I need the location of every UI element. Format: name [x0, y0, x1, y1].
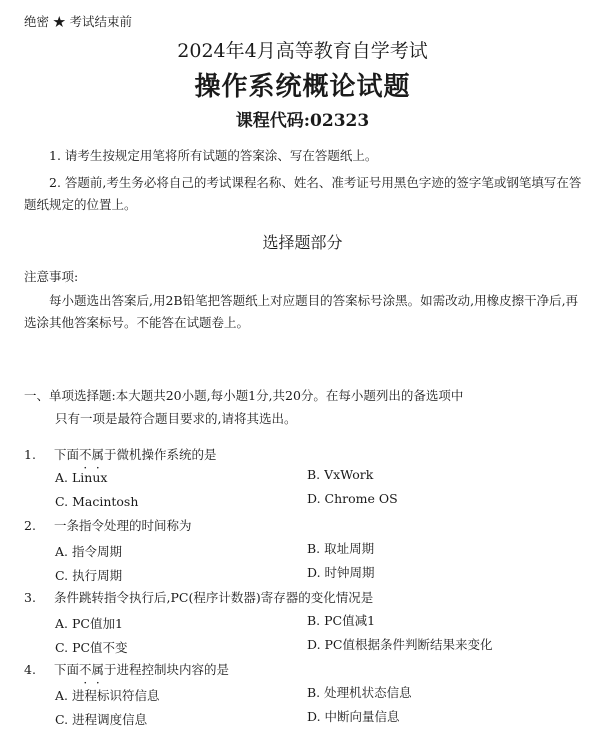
notes-body: 每小题选出答案后,用2B铅笔把答题纸上对应题目的答案标号涂黑。如需改动,用橡皮擦干净后,再选涂其他答案标号。不能答在试题卷上。 — [24, 293, 579, 330]
option-4a: A. 进程标识符信息 — [55, 688, 160, 703]
exam-title: 2024年4月高等教育自学考试 — [177, 40, 428, 62]
option-2b: B. 取址周期 — [307, 541, 375, 556]
option-3c: C. PC值不变 — [55, 640, 128, 655]
question-3: 3. 条件跳转指令执行后,PC(程序计数器)寄存器的变化情况是 — [24, 590, 374, 605]
section-title: 选择题部分 — [262, 233, 343, 252]
subject-title: 操作系统概论试题 — [194, 72, 411, 102]
emphasis-char: 属 — [91, 447, 105, 462]
instruction-2: 2. 答题前,考生务必将自己的考试课程名称、姓名、准考证号用黑色字迹的签字笔或钢笔填写在答题纸规定的位置上。 — [24, 175, 582, 212]
option-3b: B. PC值减1 — [307, 613, 376, 628]
option-3d: D. PC值根据条件判断结果来变化 — [307, 637, 493, 652]
option-4b: B. 处理机状态信息 — [307, 685, 412, 700]
emphasis-char: 属 — [91, 662, 105, 677]
option-1c: C. Macintosh — [55, 494, 139, 509]
part-one-line1: 一、单项选择题:本大题共20小题,每小题1分,共20分。在每小题列出的备选项中 — [24, 388, 464, 403]
part-one-line2: 只有一项是最符合题目要求的,请将其选出。 — [55, 411, 297, 426]
secret-mark: 绝密 ★ 考试结束前 — [24, 14, 132, 29]
option-4d: D. 中断向量信息 — [307, 709, 400, 724]
option-1a: A. Linux — [55, 470, 108, 485]
question-number: 3. — [24, 590, 36, 605]
option-3a: A. PC值加1 — [55, 616, 123, 631]
option-2c: C. 执行周期 — [55, 568, 123, 583]
option-2d: D. 时钟周期 — [307, 565, 375, 580]
course-code: 课程代码:02323 — [235, 111, 370, 131]
option-1d: D. Chrome OS — [307, 491, 398, 506]
notes-heading: 注意事项: — [24, 269, 79, 284]
question-4: 4. 下面不属于进程控制块内容的是 — [24, 662, 230, 677]
question-number: 1. — [24, 447, 36, 462]
option-1b: B. VxWork — [307, 467, 374, 482]
question-number: 2. — [24, 518, 36, 533]
option-4c: C. 进程调度信息 — [55, 712, 148, 727]
question-1: 1. 下面不属于微机操作系统的是 — [24, 447, 217, 462]
instruction-1: 1. 请考生按规定用笔将所有试题的答案涂、写在答题纸上。 — [49, 148, 378, 163]
question-2: 2. 一条指令处理的时间称为 — [24, 518, 192, 533]
option-2a: A. 指令周期 — [55, 544, 122, 559]
question-number: 4. — [24, 662, 36, 677]
emphasis-char: 不 — [79, 662, 92, 677]
emphasis-char: 不 — [79, 447, 92, 462]
